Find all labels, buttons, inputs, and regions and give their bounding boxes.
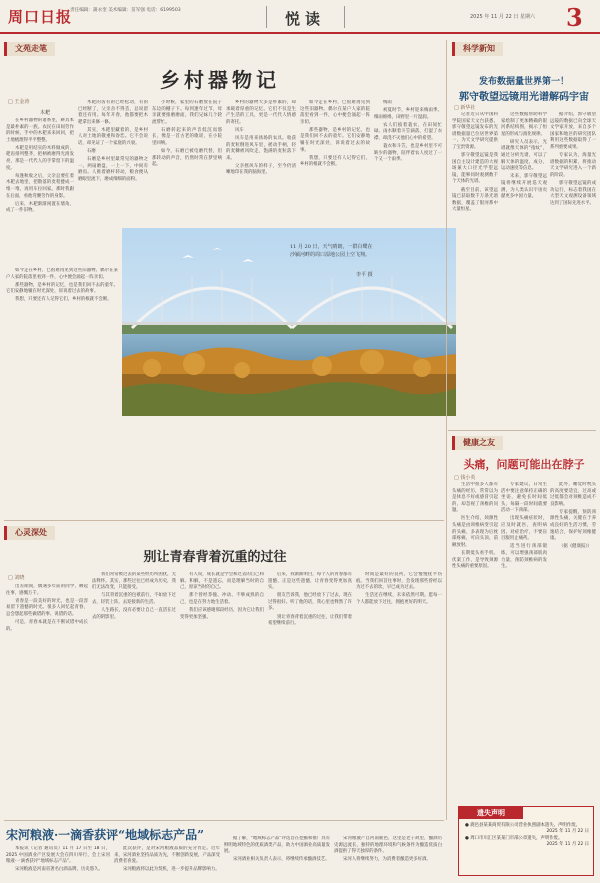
article-column: 时间是最好的良药，它会慢慢抚平伤痕。当我们回首往事时，会发现那些曾经以为过不去的坎，早已成为过去。 生活还在继续，未来依然可期。愿每一个人都能放下过往，拥抱更好的明天。 xyxy=(356,572,442,605)
lost-notice-box xyxy=(458,806,594,876)
article-column: 小时候，家里的石磨放在院子东边的棚子下。每到逢年过节，母亲就要推磨磨面，我们兄妹几个轮流帮忙。 石磨转起来的声音低沉而悠长，像是一首古老的歌谣，在小院里回响。 如今，石磨已被电磨代替，但那转动的声音，仍然时常在梦里响起。 xyxy=(152,100,222,168)
article-kicker: 发布数据量世界第一！ xyxy=(478,77,569,87)
article-column: 木耙的齿有的已经松动，有的已经断了，父亲舍不得丢，总说留着还有用。每年开春，他都要把木耙拿出来修一修。 其实，木耙里藏着的，是乡村人对土地的敬重和眷恋。它不会说话，却见证了一个家庭的兴衰。 石磨 石磨是乡村里最常见的器物之一。两扇磨盘，一上一下，中间有磨齿。人推着磨杆转动，粮食便从磨眼里流下，磨成细细的面粉。 xyxy=(78,100,148,183)
article-byline: □ 王金涛 xyxy=(8,99,30,105)
photo-illustration xyxy=(122,228,456,416)
article-byline: □ 新华社 xyxy=(454,105,476,111)
article-title: 乡村器物记 xyxy=(160,68,280,92)
article-title: 头痛，问题可能出在脖子 xyxy=(463,458,585,471)
article-column: 如今走在乡村，已很难再见到这些旧器物。偶尔在某户人家的院落里看到一件，心中便会涌起一阵亲切。 那些器物，是乡村的记忆，也是我们回不去的童年。它们安静地躺在时光深处，诉说着过去的故事。 我想，只要还有人记得它们，乡村的根就不会断。 xyxy=(6,268,118,303)
column-tag: 文苑走笔 xyxy=(4,42,55,56)
article-column: 我们常常被过去的某些经历所困扰，无法释怀。其实，那些过往已经成为历史，我们无法改变，只能接受。 与其背着沉重的包袱前行，不如放下过去，轻装上阵，去迎接新的生活。 人生路长，没有必要让自己一直活在过去的阴影里。 xyxy=(92,572,176,620)
article-column: 此外，睡觉时枕头的高度要适宜，过高或过低都会对颈椎造成不良影响。 专家提醒，预防颈源性头痛，关键在于养成良好的生活习惯，劳逸结合，保护好颈椎健康。 （据《健康报》） xyxy=(550,482,596,550)
issue-date: 2025 年 11 月 22 日 星期六 xyxy=(470,14,535,20)
article-column: 这些数据帮助科学家绘制了更加精确的银河系结构图，揭示了恒星的形成与演化规律。 研究人员表示，光谱就像天体的“指纹”，通过分析光谱，可以了解天体的温度、成分、运动速度等信息。 未来，郭守敬望远镜将继续开展巡天观测，为人类认识宇宙贡献更多中国力量。 xyxy=(501,112,547,200)
section-divider xyxy=(4,820,444,821)
article-subhead: 木耙 xyxy=(40,110,51,116)
notice-heading: 遗失声明 xyxy=(459,807,523,819)
article-column: 乡村的器物大多是朴素的，却承载着厚重的记忆。它们不仅是生产生活的工具，更是一代代人情感的寄托。 风车 风车是用来扬场的农具。收获的麦粒倒进风车里，摇动手柄，轻的麦糠被风吹走，饱满的麦粒落下来。 父亲摇风车的样子，至今仍清晰地印在我的脑海里。 xyxy=(226,100,296,176)
article-column: 有人说，成长就是学会和过去的自己和解。和解，不是遗忘，而是理解当时的自己，原谅当时的自己。 那个曾经莽撞、冲动、不够成熟的自己，也是在努力地生活着。 我们应该感谢那段经历，因为它让我们变得更加坚强。 xyxy=(180,572,264,620)
photo-credit: 李平 摄 xyxy=(356,272,373,278)
article-column: 本报讯（记者 通讯员）11 月 17 日至 18 日，2025 中国酒业产区发展大会在四川举行，会上宋河粮液·一滴香获评“地域标志产品”。 宋河粮液是河南省著名白酒品牌，历史悠久。 xyxy=(6,846,110,873)
section-divider xyxy=(4,520,444,521)
photo-caption: 11 月 20 日，天气晴朗，一群白鹭在沙颍河畔的周口湿地公园上空飞翔。 xyxy=(290,244,373,258)
article-column: 此次获评，是对宋河粮液品质的充分肯定。近年来，宋河酒业坚持品质为先，不断创新发展，产品深受消费者喜爱。 宋河粮液将以此为契机，进一步提升品牌影响力。 xyxy=(114,846,220,873)
article-title: 宋河粮液·一滴香获评“地域标志产品” xyxy=(6,828,204,842)
article-column: 生活中很多人都有头痛的经历，常常以为是休息不好或感冒引起的，却忽视了颈椎的问题。 医生介绍，颈源性头痛是由颈椎病变引起的头痛，多表现为后枕部疼痛，可向头顶、前额放射。 长期低头看手机、伏案工作，是导致颈源性头痛的重要原因。 xyxy=(452,482,498,570)
notice-body: ● 鹿邑县某某商贸有限公司营业执照副本遗失，声明作废。 2025 年 11 月 22 日 ● 周口市川汇区某某门市部公章遗失，声明作废。 2025 年 11 月 22 日 xyxy=(465,823,589,848)
article-byline: □ 刘晓 xyxy=(8,575,25,581)
article-column: 据介绍，郭守敬望远镜的数据已向全球天文学家开放，来自多个国家和地区的研究团队利用这些数据取得了一系列重要成果。 专家认为，海量光谱数据的积累，将推动天文学研究进入一个新的阶段。 郭守敬望远镜的成功运行，标志着我国在大型天文观测设备领域达到了国际先进水平。 xyxy=(550,112,596,206)
article-column: 梅雨 初夏时节，乡村迎来梅雨季。细雨绵绵，田野里一片湿润。 农人们披着蓑衣，在田间忙碌。雨水顺着斗笠滴落，打湿了衣襟，却浇不灭他们心中的希望。 蓑衣和斗笠，也是乡村里不可缺少的器物，陪伴着农人度过了一个又一个雨季。 xyxy=(374,100,442,163)
masthead xyxy=(0,0,600,34)
article-column: 宋河粮液产自河南鹿邑，这里是老子故里，酿酒历史源远流长，独特的地理环境和气候条件为酿造优质白酒提供了得天独厚的条件。 宋河人将继续努力，为消费者酿造更多好酒。 xyxy=(334,836,442,863)
divider xyxy=(266,6,267,28)
article-title: 郭守敬望远镜用光谱解码宇宙 xyxy=(459,92,589,103)
divider xyxy=(344,6,345,28)
article-column: 出差期间，偶遇多年前的同学，聊起往事，感慨万千。 青春是一段美好的时光，也是一段容易留下遗憾的时光。很多人回忆起青春，总会想起那些做错的事、说错的话。 可是，青春本就是在不断试错中成长的。 xyxy=(6,584,88,632)
news-photo xyxy=(122,228,456,416)
article-byline: □ 钱小英 xyxy=(454,475,476,481)
article-column: 专家建议，日常生活中要注意保持正确的坐姿，避免长时间低头，每隔一段时间就要活动一下颈部。 出现头痛症状时，应及时就医，查明病因，对症治疗，不要盲目服用止痛药。 适当进行颈部锻炼，可以增强颈部肌肉力量，预防颈椎病的发生。 xyxy=(501,482,547,570)
article-column: 记者近日从中国科学院国家天文台获悉，郭守敬望远镜发布的光谱数据量已位居世界第一，为天文学研究提供了宝贵资源。 郭守敬望远镜是我国自主设计建造的大视场兼大口径光学望远镜，能够同时观测数千个天体的光谱。 截至目前，该望远镜已获取数千万条光谱数据，覆盖了银河系中大量恒星。 xyxy=(452,112,498,213)
section-divider xyxy=(448,430,596,431)
article-column: 如今走在乡村，已很难再见到这些旧器物。偶尔在某户人家的院落里看到一件，心中便会涌起一阵亲切。 那些器物，是乡村的记忆，也是我们回不去的童年。它们安静地躺在时光深处，诉说着过去的故事。 我想，只要还有人记得它们，乡村的根就不会断。 xyxy=(300,100,370,168)
column-tag: 心灵深处 xyxy=(4,526,55,540)
article-title: 别让青春背着沉重的过往 xyxy=(143,550,287,565)
newspaper-logo: 周口日报 xyxy=(8,8,73,26)
editor-credits: 责任编辑：蒲永奎 美术编辑：苗军强 电话：6199503 xyxy=(70,8,181,13)
section-title: 悦读 xyxy=(284,10,325,28)
column-tag: 健康之友 xyxy=(452,436,503,450)
article-column: 在乡村器物的谱系里，耕具本是最朴素的一族。农民在田间劳作的时候，手中的木耙来来回回，把土地梳理得平平整整。 木耙是用结实的木料做成的，耙齿排列整齐，把柄被磨得光滑发亮，那是一代代人的手掌留下的温度。 每逢秋收之后，父亲总要扛着木耙去地里，把散落的麦秸搂成一堆一堆，再用车拉回家。那时我跟在后面，看他弯腰劳作的身影。 后来，木耙渐渐闲置在墙角，成了一件旧物。 xyxy=(6,118,74,214)
page-number: 3 xyxy=(566,3,583,32)
column-divider xyxy=(446,40,447,820)
article-column: 据了解，“地域标志产品”评选旨在挖掘和推广具有鲜明地域特色的优质酒类产品，助力中国酒业高质量发展。 宋河酒业相关负责人表示，将继续传承酿酒技艺。 xyxy=(224,836,330,863)
column-tag: 科学新知 xyxy=(452,42,503,56)
article-column: 后来，我渐渐明白，每个人的青春都有遗憾，正是这些遗憾，让青春变得更加真实。 朋友告诉我，他已经放下了过去，现在过得很好。听了他的话，我心里也释然了许多。 别让青春背着沉重的过往，让我们带着希望继续前行。 xyxy=(268,572,352,627)
